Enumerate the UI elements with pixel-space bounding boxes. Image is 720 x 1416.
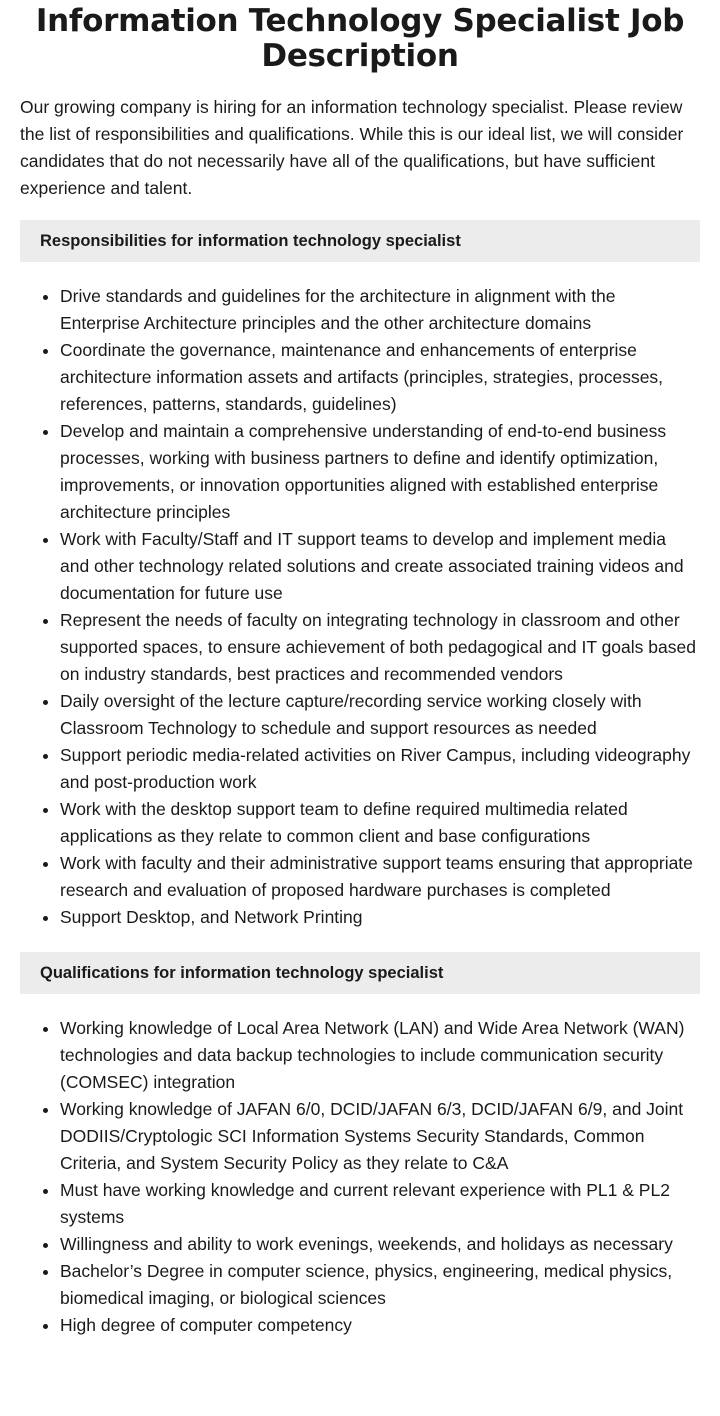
intro-paragraph: Our growing company is hiring for an information technology specialist. Please review the list of responsibilities and qualifications. While this is our ideal list, we will consider candidates that do not necessarily have all of the qualifications, but have sufficient experience and talent. [20, 97, 684, 198]
list-item: • Coordinate the governance, maintenance and enhancements of enterprise architecture information assets and artifacts (principles, strategies, processes, references, patterns, standards, guidelines) [60, 337, 700, 418]
qualifications-heading: Qualifications for information technology specialist [20, 952, 700, 994]
page-title: Information Technology Specialist Job Description [35, 3, 685, 74]
list-item: • Work with the desktop support team to define required multimedia related applications as they relate to common client and base configurations [60, 796, 700, 850]
list-item: • Drive standards and guidelines for the architecture in alignment with the Enterprise Architecture principles and the other architecture domains [60, 283, 700, 337]
qualifications-list [20, 1015, 700, 1339]
responsibilities-heading: Responsibilities for information technology specialist [20, 220, 700, 262]
list-item: • Working knowledge of JAFAN 6/0, DCID/JAFAN 6/3, DCID/JAFAN 6/9, and Joint DODIIS/Cryptologic SCI Information Systems Security Standards, Common Criteria, and System Security Policy as they relate to C&A [60, 1096, 700, 1177]
list-item: • Support Desktop, and Network Printing [60, 904, 700, 931]
list-item: • Represent the needs of faculty on integrating technology in classroom and other supported spaces, to ensure achievement of both pedagogical and IT goals based on industry standards, best practices and recommended vendors [60, 607, 700, 688]
responsibilities-list [20, 283, 700, 931]
list-item: • Willingness and ability to work evenings, weekends, and holidays as necessary [60, 1231, 700, 1258]
list-item: • Must have working knowledge and current relevant experience with PL1 & PL2 systems [60, 1177, 700, 1231]
list-item: • Develop and maintain a comprehensive understanding of end-to-end business processes, working with business partners to define and identify optimization, improvements, or innovation opportunities aligned with established enterprise architecture principles [60, 418, 700, 526]
list-item: • Support periodic media-related activities on River Campus, including videography and post-production work [60, 742, 700, 796]
list-item: • High degree of computer competency [60, 1312, 700, 1339]
list-item: • Work with Faculty/Staff and IT support teams to develop and implement media and other technology related solutions and create associated training videos and documentation for future use [60, 526, 700, 607]
list-item: • Daily oversight of the lecture capture/recording service working closely with Classroom Technology to schedule and support resources as needed [60, 688, 700, 742]
list-item: • Working knowledge of Local Area Network (LAN) and Wide Area Network (WAN) technologies and data backup technologies to include communication security (COMSEC) integration [60, 1015, 700, 1096]
list-item: • Work with faculty and their administrative support teams ensuring that appropriate research and evaluation of proposed hardware purchases is completed [60, 850, 700, 904]
list-item: • Bachelor’s Degree in computer science, physics, engineering, medical physics, biomedical imaging, or biological sciences [60, 1258, 700, 1312]
